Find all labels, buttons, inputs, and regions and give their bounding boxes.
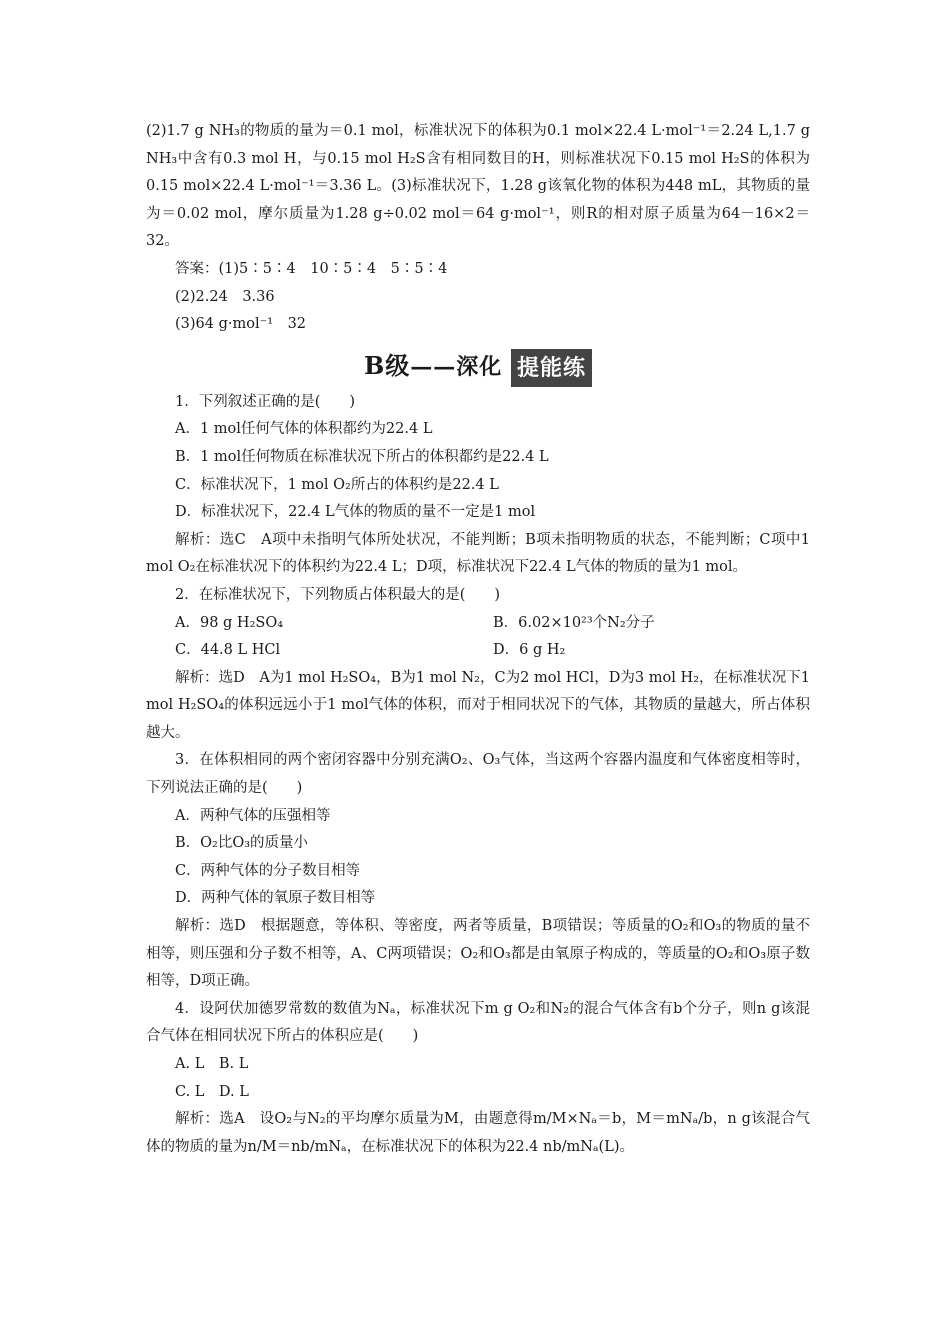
question-3-option-b: B．O₂比O₃的质量小 [175,835,309,852]
question-3-option-a: A．两种气体的压强相等 [175,807,331,824]
question-4-stem: 4．设阿伏加德罗常数的数值为Nₐ，标准状况下m g O₂和N₂的混合气体含有b个分子，则n g该混合气体在相同状况下所占的体积应是( ) [146,1000,810,1045]
question-2-options-row-2 [146,637,810,665]
answer-line-1: 答案：(1)5∶5∶4 10∶5∶4 5∶5∶4 [175,260,448,277]
question-2-analysis: 解析：选D A为1 mol H₂SO₄，B为1 mol N₂，C为2 mol HCl，D为3 mol H₂，在标准状况下1 mol H₂SO₄的体积远远小于1 mol气体的体积，而对于相同状况下的气体，其物质的量越大，所占体积越大。 [146,669,810,741]
heading-level: B级 [364,350,411,380]
document-page [146,118,810,1161]
question-4-options-cd: C. L D. L [175,1083,249,1100]
question-3-option-d: D．两种气体的氧原子数目相等 [175,890,376,907]
question-2-option-d: D．6 g H₂ [493,642,566,659]
question-2-options-row-1 [146,610,810,638]
question-4-analysis: 解析：选A 设O₂与N₂的平均摩尔质量为M，由题意得m/M×Nₐ＝b，M＝mNₐ/b，n g该混合气体的物质的量为n/M＝nb/mNₐ，在标准状况下的体积为22.4 nb/mNₐ(L)。 [146,1111,810,1155]
question-3-option-c: C．两种气体的分子数目相等 [175,862,361,879]
question-2-option-c: C．44.8 L HCl [175,642,281,659]
question-1-stem: 1．下列叙述正确的是( ) [175,393,356,410]
question-4-options-ab: A. L B. L [175,1056,249,1072]
question-1-analysis: 解析：选C A项中未指明气体所处状况，不能判断；B项未指明物质的状态，不能判断；C项中1 mol O₂在标准状况下的体积约为22.4 L；D项，标准状况下22.4 L气体的物质的量为1 mol。 [146,531,810,576]
answer-line-2: (2)2.24 3.36 [175,288,275,305]
solution-paragraph: (2)1.7 g NH₃的物质的量为＝0.1 mol，标准状况下的体积为0.1 mol×22.4 L·mol⁻¹＝2.24 L,1.7 g NH₃中含有0.3 mol H，与0.15 mol H₂S含有相同数目的H，则标准状况下0.15 mol H₂S的体积为0.15 mol×22.4 L·mol⁻¹＝3.36 L。(3)标准状况下，1.28 g该氧化物的体积为448 mL，其物质的量为＝0.02 mol，摩尔质量为1.28 g÷0.02 mol＝64 g·mol⁻¹，则R的相对原子质量为64－16×2＝32。 [146,123,810,250]
heading-middle: ——深化 [410,353,503,380]
question-1-option-c: C．标准状况下，1 mol O₂所占的体积约是22.4 L [175,476,499,493]
question-3-analysis: 解析：选D 根据题意，等体积、等密度，两者等质量，B项错误；等质量的O₂和O₃的物质的量不相等，则压强和分子数不相等，A、C两项错误；O₂和O₃都是由氧原子构成的，等质量的O₂和O₃原子数相等，D项正确。 [146,918,810,990]
section-heading [146,345,810,387]
question-2-option-a: A．98 g H₂SO₄ [175,614,284,631]
question-1-option-d: D．标准状况下，22.4 L气体的物质的量不一定是1 mol [175,504,536,521]
question-1-option-b: B．1 mol任何物质在标准状况下所占的体积都约是22.4 L [175,448,549,465]
question-3-stem: 3．在体积相同的两个密闭容器中分别充满O₂、O₃气体，当这两个容器内温度和气体密度相等时，下列说法正确的是( ) [146,752,810,797]
question-2-option-b: B．6.02×10²³个N₂分子 [493,614,655,631]
heading-boxed-label: 提能练 [511,349,592,387]
question-1-option-a: A．1 mol任何气体的体积都约为22.4 L [175,421,433,438]
answer-line-3: (3)64 g·mol⁻¹ 32 [175,316,307,333]
question-2-stem: 2．在标准状况下，下列物质占体积最大的是( ) [175,586,501,603]
